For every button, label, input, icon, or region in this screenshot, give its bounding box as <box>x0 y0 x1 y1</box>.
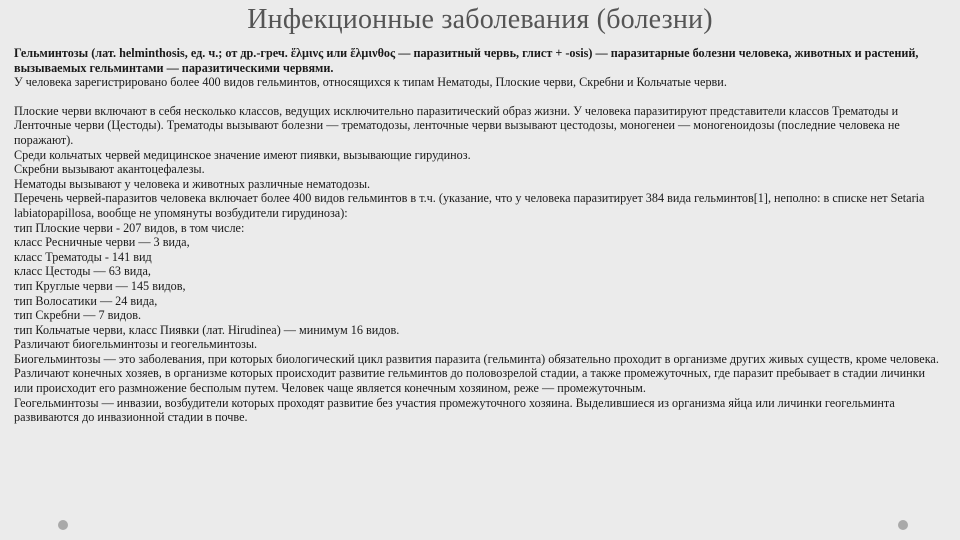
list-item: тип Кольчатые черви, класс Пиявки (лат. Hirudinea) — минимум 16 видов. <box>14 322 400 337</box>
paragraph-biohelminthoses: Биогельминтозы — это заболевания, при которых биологический цикл развития паразита (гельминта) обязательно проходит в организме других живых существ, кроме человека. Различают конечных хозяев, в организме которых происходит развитие гельминтов до половозрелой стадии, а также промежуточных, где паразит пребывает в стадии личинки или происходит его размножение бесполым путем. Человек чаще является конечным хозяином, реже — промежуточным. <box>14 351 939 396</box>
bullet-dot-icon <box>58 520 68 530</box>
list-item: класс Трематоды - 141 вид <box>14 249 152 264</box>
list-item: тип Волосатики — 24 вида, <box>14 293 158 308</box>
paragraph-definition: Гельминтозы (лат. helminthosis, ед. ч.; от др.-греч. ἕλμινς или ἕλμινθος — паразитный червь, глист + -osis) — паразитарные болезни человека, животных и растений, вызываемых гельминтами — паразитическими червями. <box>14 46 919 75</box>
paragraph-distinction: Различают биогельминтозы и геогельминтозы. <box>14 337 258 352</box>
list-item: тип Плоские черви - 207 видов, в том числе: <box>14 220 245 235</box>
paragraph-gap <box>14 90 946 104</box>
paragraph-list-intro: Перечень червей-паразитов человека включает более 400 видов гельминтов в т.ч. (указание, что у человека паразитирует 384 вида гельминтов[1], неполно: в списке нет Setaria labiatopapillosa, вообще не упомянуты возбудители гирудиноза): <box>14 191 925 220</box>
paragraph-acanthocephala: Скребни вызывают акантоцефалезы. <box>14 162 205 177</box>
list-item: класс Цестоды — 63 вида, <box>14 264 151 279</box>
paragraph-flatworms: Плоские черви включают в себя несколько классов, ведущих исключительно паразитический образ жизни. У человека паразитируют представители классов Трематоды и Ленточные черви (Цестоды). Трематоды вызывают болезни — трематодозы, ленточные черви вызывают цестодозы, моногенеи — моногеноидозы (последние человека не поражают). <box>14 103 900 147</box>
bullet-dot-icon <box>898 520 908 530</box>
paragraph-nematodes: Нематоды вызывают у человека и животных различные нематодозы. <box>14 176 371 191</box>
paragraph-registered: У человека зарегистрировано более 400 видов гельминтов, относящихся к типам Нематоды, Плоские черви, Скребни и Кольчатые черви. <box>14 75 727 90</box>
list-item: класс Ресничные черви — 3 вида, <box>14 235 190 250</box>
paragraph-geohelminthoses: Геогельминтозы — инвазии, возбудители которых проходят развитие без участия промежуточного хозяина. Выделившиеся из организма яйца или личинки геогельминта развиваются до инвазионной стадии в почве. <box>14 395 895 425</box>
slide-title: Инфекционные заболевания (болезни) <box>247 4 713 35</box>
list-item: тип Скребни — 7 видов. <box>14 308 142 323</box>
list-item: тип Круглые черви — 145 видов, <box>14 278 186 293</box>
paragraph-annelids: Среди кольчатых червей медицинское значение имеют пиявки, вызывающие гирудиноз. <box>14 147 471 162</box>
slide-body <box>14 46 946 425</box>
slide-footer-decoration <box>58 520 908 532</box>
